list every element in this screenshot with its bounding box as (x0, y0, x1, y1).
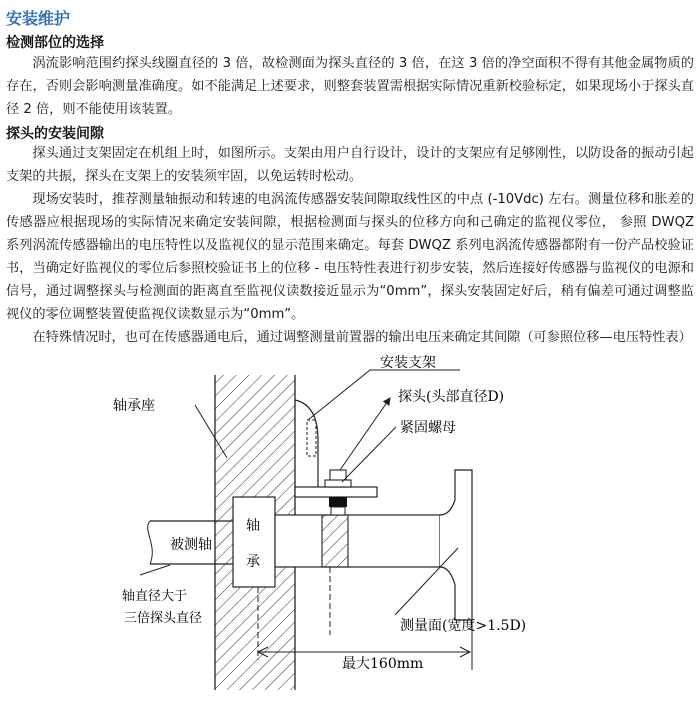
label-bearing-char-2: 承 (246, 554, 260, 570)
label-probe: 探头(头部直径D) (398, 389, 505, 405)
paragraph-probe-mounting: 探头通过支架固定在机组上时，如图所示。支架由用户自行设计，设计的支架应有足够刚性，以防设备的振动引起支架的共振，探头在支架上的安装须牢固，以免运转时松动。 (6, 146, 694, 184)
section-heading-detection-position: 检测部位的选择 (6, 35, 104, 51)
section-heading-probe-gap: 探头的安装间隙 (6, 126, 104, 142)
leader-lock-nut (342, 427, 396, 482)
probe-assembly (322, 470, 351, 567)
paragraph-special-case: 在特殊情况时，也可在传感器通电后，通过调整测量前置器的输出电压来确定其间隙（可参照位移—电压特性表） (32, 330, 692, 345)
label-shaft-note-2: 三倍探头直径 (124, 611, 203, 626)
paragraph-installation-gap: 现场安装时，推荐测量轴振动和转速的电涡流传感器安装间隙取线性区的中点 (-10Vdc) 左右。测量位移和胀差的传感器应根据现场的实际情况来确定安装间隙，根据检测面与探头的位移方向和己确定的监视仪零位， 参照 DWQZ 系列涡流传感器输出的电压特性以及监视仪的显示范围来确定。每套 DWQZ 系列电涡流传感器都附有一份产品校验证书，当确定好监视仪的零位后参照校验证书上的位移 - 电压特性表进行初步安装，然后连接好传感器与监视仪的电源和信号，通过调整探头与检测面的距离直至监视仪读数接近显示为“0mm”，探头安装固定好后，稍有偏差可通过调整监视仪的零位调整装置使监视仪读数显示为“0mm”。 (6, 192, 694, 322)
label-shaft: 被测轴 (170, 537, 212, 553)
label-shaft-note-1: 轴直径大于 (122, 589, 188, 604)
label-lock-nut: 紧固螺母 (400, 420, 456, 436)
paragraph-detection-position: 涡流影响范围约探头线圈直径的 3 倍，故检测面为探头直径的 3 倍，在这 3 倍的净空面积不得有其他金属物质的存在，否则会影响测量准确度。如不能满足上述要求，则整套装置需根据实际情况重新校验标定，如果现场小于探头直径 2 倍，则不能使用该装置。 (6, 56, 694, 117)
page-title: 安装维护 (6, 9, 71, 28)
label-max-distance: 最大160mm (342, 656, 424, 672)
label-bearing-char-1: 轴 (246, 518, 260, 534)
label-bracket: 安装支架 (380, 355, 436, 371)
leader-shaft-note (140, 565, 170, 575)
label-measurement-surface: 测量面(宽度>1.5D) (400, 618, 527, 634)
label-bearing-seat: 轴承座 (113, 398, 155, 414)
